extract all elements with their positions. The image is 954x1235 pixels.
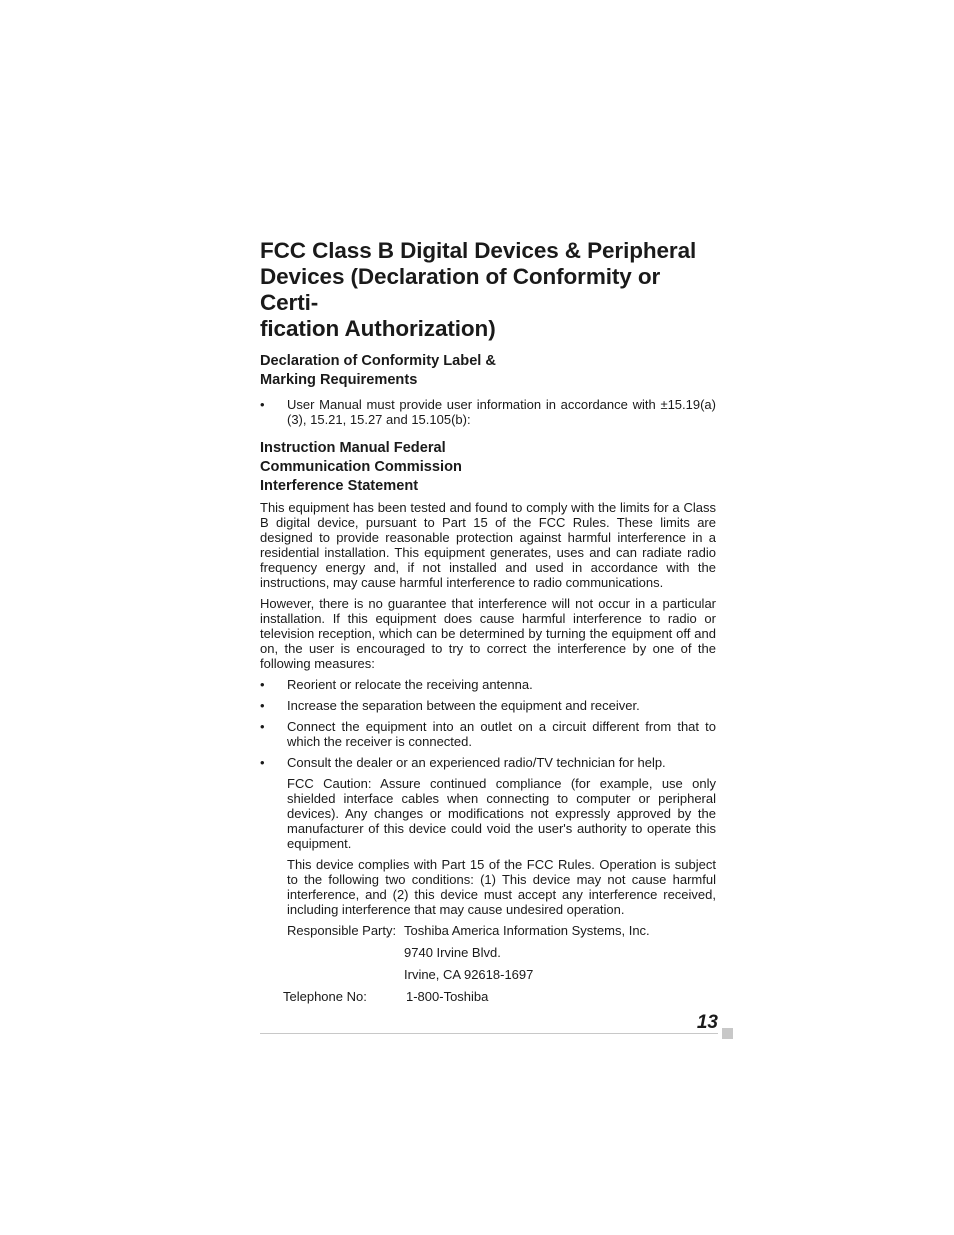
bullet-icon: • (260, 698, 265, 713)
paragraph-part15-compliance: This device complies with Part 15 of the FCC Rules. Operation is subject to the following two conditions: (1) This device may not cause harmful interference, and (2) this device must accept any interference received, including interference that may cause undesired operation. (287, 857, 716, 917)
document-body (260, 238, 716, 1011)
list-item (260, 397, 716, 427)
footer-rule (260, 1033, 718, 1034)
responsible-party-label: Responsible Party: (287, 923, 397, 938)
bullet-icon: • (260, 397, 265, 412)
title-line: Devices (Declaration of Conformity or Certi- (260, 264, 661, 315)
responsible-party-name: Toshiba America Information Systems, Inc. (404, 923, 650, 938)
responsible-party-row (260, 923, 716, 938)
bullet-icon: • (260, 719, 265, 734)
title-line: FCC Class B Digital Devices & Peripheral (260, 238, 697, 263)
telephone-label: Telephone No: (283, 989, 367, 1004)
page-number: 13 (696, 1012, 718, 1033)
paragraph-compliance-tested: This equipment has been tested and found to comply with the limits for a Class B digital device, pursuant to Part 15 of the FCC Rules. These limits are designed to provide reasonable protection against harmful interference in a residential installation. This equipment generates, uses and can radiate radio frequency energy and, if not installed and used in accordance with the instructions, may cause harmful interference to radio communications. (260, 500, 716, 590)
address-city: Irvine, CA 92618-1697 (404, 967, 534, 982)
heading-line: Marking Requirements (260, 372, 418, 388)
list-item (260, 698, 716, 713)
section-heading-interference-statement (260, 439, 716, 496)
telephone-row (260, 989, 716, 1004)
bullet-text: Consult the dealer or an experienced radio/TV technician for help. (287, 755, 666, 770)
bullet-text: Increase the separation between the equipment and receiver. (287, 698, 640, 713)
bullet-icon: • (260, 755, 265, 770)
bullet-icon: • (260, 677, 265, 692)
bullet-text: Reorient or relocate the receiving antenna. (287, 677, 533, 692)
address-line (260, 945, 716, 960)
page-tab-marker (722, 1028, 733, 1039)
heading-line: Interference Statement (260, 478, 419, 494)
paragraph-no-guarantee: However, there is no guarantee that interference will not occur in a particular installation. If this equipment does cause harmful interference to radio or television reception, which can be determined by turning the equipment off and on, the user is encouraged to try to correct the interference by one of the following measures: (260, 596, 716, 671)
list-item (260, 755, 716, 770)
section-heading-conformity-label (260, 352, 716, 390)
bullet-text: User Manual must provide user information in accordance with ±15.19(a)(3), 15.21, 15.27 and 15.105(b): (287, 397, 716, 427)
telephone-number: 1-800-Toshiba (406, 989, 489, 1004)
address-street: 9740 Irvine Blvd. (404, 945, 501, 960)
heading-line: Declaration of Conformity Label & (260, 353, 496, 369)
heading-line: Instruction Manual Federal (260, 440, 446, 456)
title-line: fication Authorization) (260, 316, 496, 341)
heading-line: Communication Commission (260, 459, 462, 475)
list-item (260, 677, 716, 692)
paragraph-fcc-caution: FCC Caution: Assure continued compliance (for example, use only shielded interface cables when connecting to computer or peripheral devices). Any changes or modifications not expressly approved by the manufacturer of this device could void the user's authority to operate this equipment. (287, 776, 716, 851)
bullet-text: Connect the equipment into an outlet on a circuit different from that to which the receiver is connected. (287, 719, 716, 749)
list-item (260, 719, 716, 749)
address-line (260, 967, 716, 982)
page-title (260, 238, 716, 342)
